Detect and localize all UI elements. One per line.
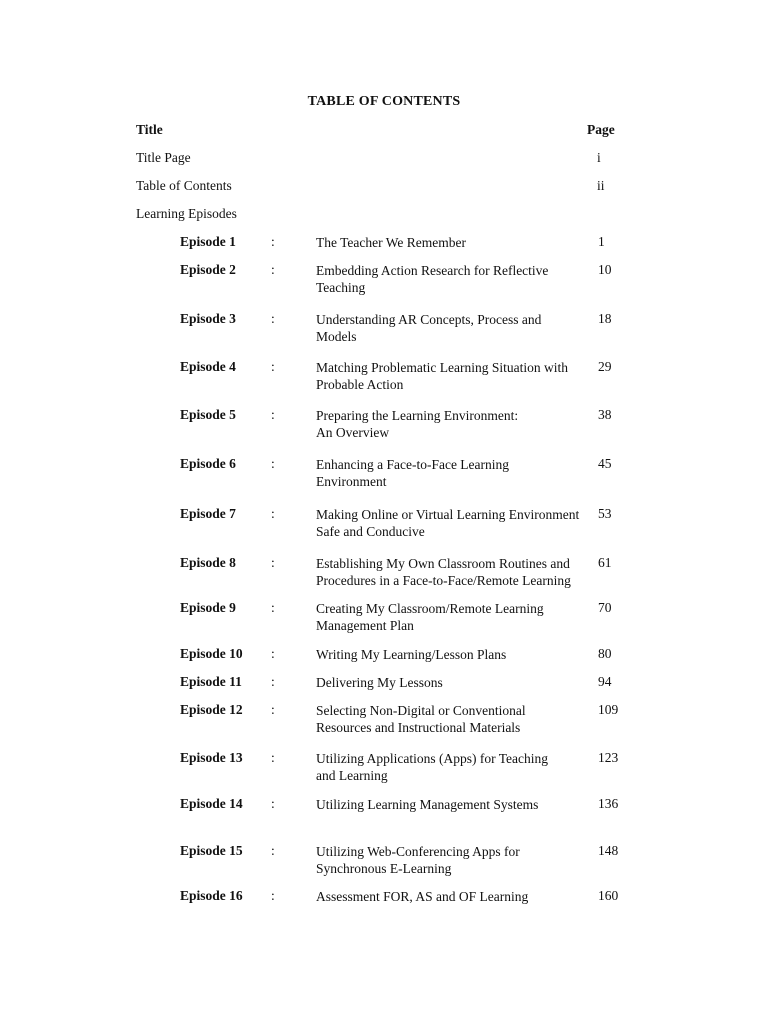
episode-title-line: Creating My Classroom/Remote Learning [316,601,544,616]
episode-title-line: Preparing the Learning Environment: [316,408,519,423]
episode-separator: : [271,311,275,326]
episode-title [316,407,591,441]
episode-title [316,750,591,784]
episode-separator: : [271,359,275,374]
episode-page-number: 29 [598,359,612,374]
episode-label: Episode 8 [180,555,236,570]
front-matter-title: Title Page [136,150,191,165]
episode-label: Episode 11 [180,674,242,689]
episode-title [316,600,591,634]
episode-title [316,311,591,345]
episode-page-number: 53 [598,506,612,521]
episode-page-number: 61 [598,555,612,570]
episode-title-line: Assessment FOR, AS and OF Learning [316,889,529,904]
episode-separator: : [271,506,275,521]
episode-title-line: Understanding AR Concepts, Process and [316,312,542,327]
episode-label: Episode 2 [180,262,236,277]
episode-page-number: 148 [598,843,619,858]
section-learning-episodes: Learning Episodes [136,206,237,221]
front-matter-page: i [597,150,601,165]
episode-separator: : [271,555,275,570]
episode-separator: : [271,407,275,422]
episode-label: Episode 12 [180,702,243,717]
episode-separator: : [271,702,275,717]
front-matter-page: ii [597,178,605,193]
page-column-header: Page [587,122,615,137]
episode-title-line: Models [316,329,357,344]
episode-label: Episode 1 [180,234,236,249]
episode-page-number: 109 [598,702,619,717]
episode-label: Episode 7 [180,506,236,521]
episode-title [316,646,591,663]
episode-label: Episode 14 [180,796,243,811]
episode-page-number: 18 [598,311,612,326]
episode-title-line: An Overview [316,425,390,440]
episode-title-line: and Learning [316,768,388,783]
episode-title [316,234,591,251]
episode-label: Episode 9 [180,600,236,615]
episode-separator: : [271,646,275,661]
episode-title-line: Utilizing Applications (Apps) for Teaching [316,751,549,766]
episode-title [316,506,591,540]
episode-title-line: Embedding Action Research for Reflective [316,263,549,278]
episode-separator: : [271,796,275,811]
episode-page-number: 45 [598,456,612,471]
episode-title-line: Management Plan [316,618,414,633]
episode-title [316,359,591,393]
episode-separator: : [271,888,275,903]
episode-title [316,888,591,905]
episode-title-line: Selecting Non-Digital or Conventional [316,703,526,718]
episode-title-line: Matching Problematic Learning Situation with [316,360,568,375]
episode-page-number: 136 [598,796,619,811]
episode-label: Episode 10 [180,646,243,661]
episode-page-number: 10 [598,262,612,277]
episode-page-number: 70 [598,600,612,615]
toc-heading: TABLE OF CONTENTS [307,94,461,109]
title-column-header: Title [136,122,163,137]
episode-title [316,555,591,589]
episode-page-number: 80 [598,646,612,661]
episode-label: Episode 13 [180,750,243,765]
episode-title [316,702,591,736]
episode-separator: : [271,234,275,249]
episode-label: Episode 3 [180,311,236,326]
episode-title-line: Enhancing a Face-to-Face Learning [316,457,510,472]
episode-title-line: Delivering My Lessons [316,675,443,690]
episode-title-line: Making Online or Virtual Learning Environment [316,507,580,522]
episode-title-line: Teaching [316,280,366,295]
front-matter-title: Table of Contents [136,178,232,193]
episode-title-line: Environment [316,474,387,489]
episode-page-number: 94 [598,674,612,689]
episode-label: Episode 6 [180,456,236,471]
episode-title [316,843,591,877]
episode-separator: : [271,262,275,277]
episode-separator: : [271,674,275,689]
episode-title-line: Utilizing Web-Conferencing Apps for [316,844,520,859]
episode-title-line: Synchronous E-Learning [316,861,452,876]
episode-title-line: Resources and Instructional Materials [316,720,521,735]
episode-title [316,674,591,691]
episode-separator: : [271,750,275,765]
episode-separator: : [271,600,275,615]
episode-title-line: Procedures in a Face-to-Face/Remote Learning [316,573,571,588]
episode-title-line: Writing My Learning/Lesson Plans [316,647,507,662]
episode-title-line: Probable Action [316,377,404,392]
episode-separator: : [271,456,275,471]
episode-page-number: 38 [598,407,612,422]
episode-label: Episode 16 [180,888,243,903]
episode-page-number: 1 [598,234,605,249]
episode-page-number: 160 [598,888,619,903]
episode-separator: : [271,843,275,858]
episode-label: Episode 15 [180,843,243,858]
episode-title [316,796,591,813]
episode-title-line: Utilizing Learning Management Systems [316,797,539,812]
episode-title [316,456,591,490]
episode-title [316,262,591,296]
episode-title-line: The Teacher We Remember [316,235,467,250]
episode-title-line: Safe and Conducive [316,524,425,539]
episode-label: Episode 4 [180,359,236,374]
episode-label: Episode 5 [180,407,236,422]
episode-page-number: 123 [598,750,619,765]
episode-title-line: Establishing My Own Classroom Routines and [316,556,570,571]
